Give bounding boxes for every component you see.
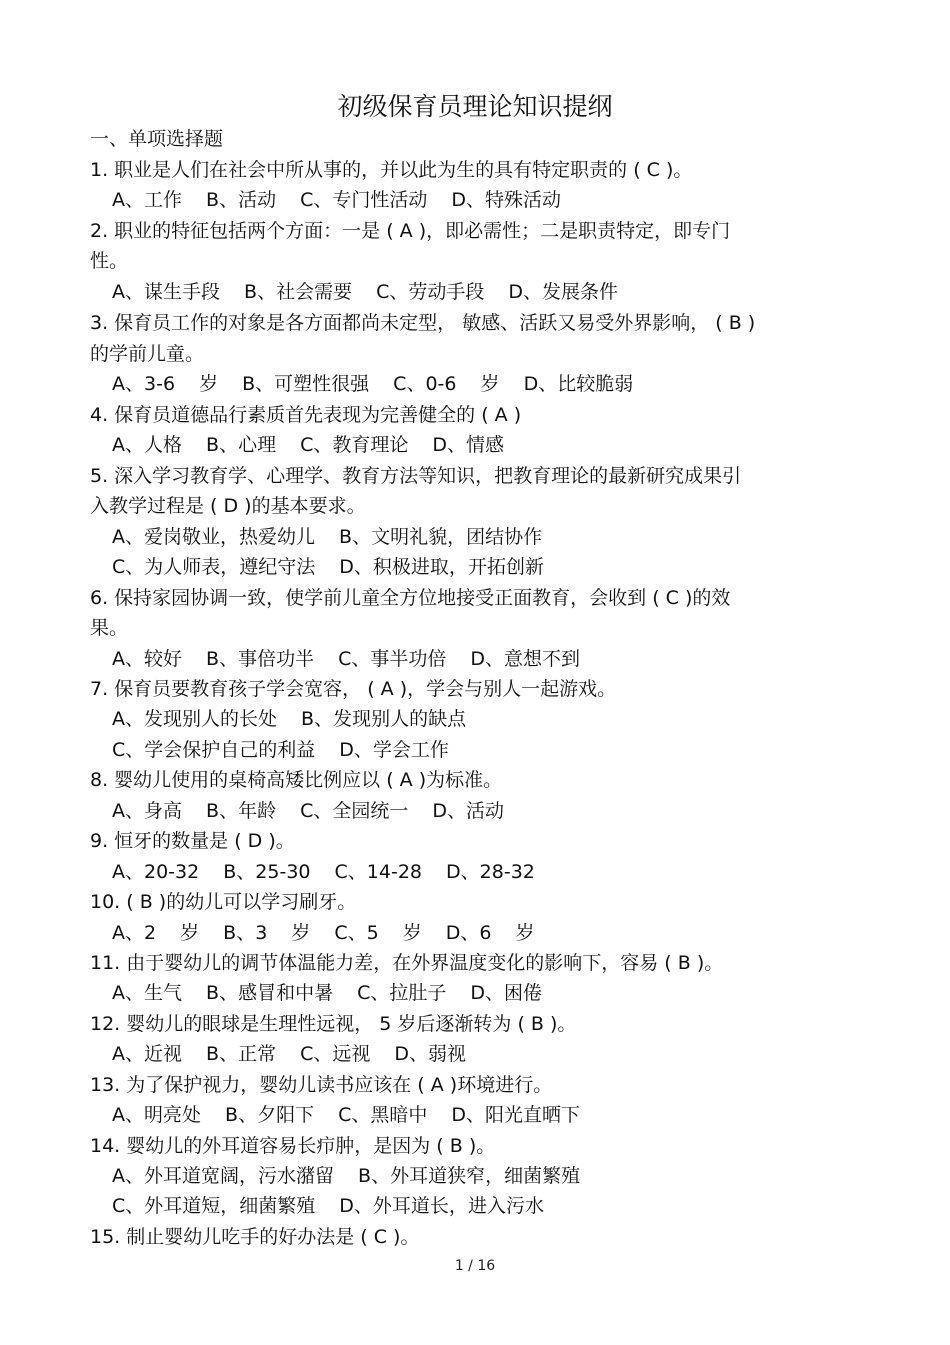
answer-options: A、明亮处 B、夕阳下 C、黑暗中 D、阳光直晒下 [112,1104,581,1126]
answer-options: A、人格 B、心理 C、教育理论 D、情感 [112,434,505,456]
question-text: 1. 职业是人们在社会中所从事的，并以此为生的具有特定职责的 ( C )。 [90,159,693,181]
answer-options: A、爱岗敬业，热爱幼儿 B、文明礼貌，团结协作 [112,526,543,548]
page-number: 1 / 16 [454,1258,496,1274]
answer-options: A、发现别人的长处 B、发现别人的缺点 [112,708,467,730]
question-text: 的学前儿童。 [90,343,205,365]
question-text: 6. 保持家园协调一致，使学前儿童全方位地接受正面教育，会收到 ( C )的效 [90,587,731,609]
question-text: 15. 制止婴幼儿吃手的好办法是 ( C )。 [90,1226,420,1248]
document-title: 初级保育员理论知识提纲 [337,92,613,121]
section-heading: 一、单项选择题 [90,128,224,150]
question-text: 3. 保育员工作的对象是各方面都尚未定型， 敏感、活跃又易受外界影响， ( B ) [90,312,756,334]
answer-options: C、外耳道短，细菌繁殖 D、外耳道长，进入污水 [112,1195,544,1217]
question-text: 10. ( B )的幼儿可以学习刷牙。 [90,891,357,913]
question-text: 9. 恒牙的数量是 ( D )。 [90,830,295,852]
question-text: 8. 婴幼儿使用的桌椅高矮比例应以 ( A )为标准。 [90,769,503,791]
question-text: 14. 婴幼儿的外耳道容易长疖肿，是因为 ( B )。 [90,1135,496,1157]
answer-options: A、谋生手段 B、社会需要 C、劳动手段 D、发展条件 [112,281,619,303]
question-text: 7. 保育员要教育孩子学会宽容， ( A )，学会与别人一起游戏。 [90,678,617,700]
question-text: 13. 为了保护视力，婴幼儿读书应该在 ( A )环境进行。 [90,1074,553,1096]
answer-options: A、较好 B、事倍功半 C、事半功倍 D、意想不到 [112,648,581,670]
answer-options: A、生气 B、感冒和中暑 C、拉肚子 D、困倦 [112,982,543,1004]
answer-options: C、为人师表，遵纪守法 D、积极进取，开拓创新 [112,556,544,578]
question-text: 2. 职业的特征包括两个方面：一是 ( A )，即必需性；二是职责特定，即专门 [90,220,731,242]
question-text: 果。 [90,617,129,639]
question-text: 12. 婴幼儿的眼球是生理性远视， 5 岁后逐渐转为 ( B )。 [90,1013,577,1035]
question-text: 4. 保育员道德品行素质首先表现为完善健全的 ( A ) [90,404,522,426]
answer-options: A、2 岁 B、3 岁 C、5 岁 D、6 岁 [112,922,535,944]
question-text: 11. 由于婴幼儿的调节体温能力差，在外界温度变化的影响下，容易 ( B )。 [90,952,724,974]
answer-options: A、身高 B、年龄 C、全园统一 D、活动 [112,800,505,822]
answer-options: A、近视 B、正常 C、远视 D、弱视 [112,1043,467,1065]
answer-options: C、学会保护自己的利益 D、学会工作 [112,739,449,761]
question-text: 5. 深入学习教育学、心理学、教育方法等知识，把教育理论的最新研究成果引 [90,465,742,487]
answer-options: A、外耳道宽阔，污水潴留 B、外耳道狭窄，细菌繁殖 [112,1165,581,1187]
question-text: 性。 [90,250,129,272]
answer-options: A、20-32 B、25-30 C、14-28 D、28-32 [112,861,535,883]
answer-options: A、3-6 岁 B、可塑性很强 C、0-6 岁 D、比较脆弱 [112,373,634,395]
answer-options: A、工作 B、活动 C、专门性活动 D、特殊活动 [112,189,562,211]
question-text: 入教学过程是 ( D )的基本要求。 [90,495,366,517]
